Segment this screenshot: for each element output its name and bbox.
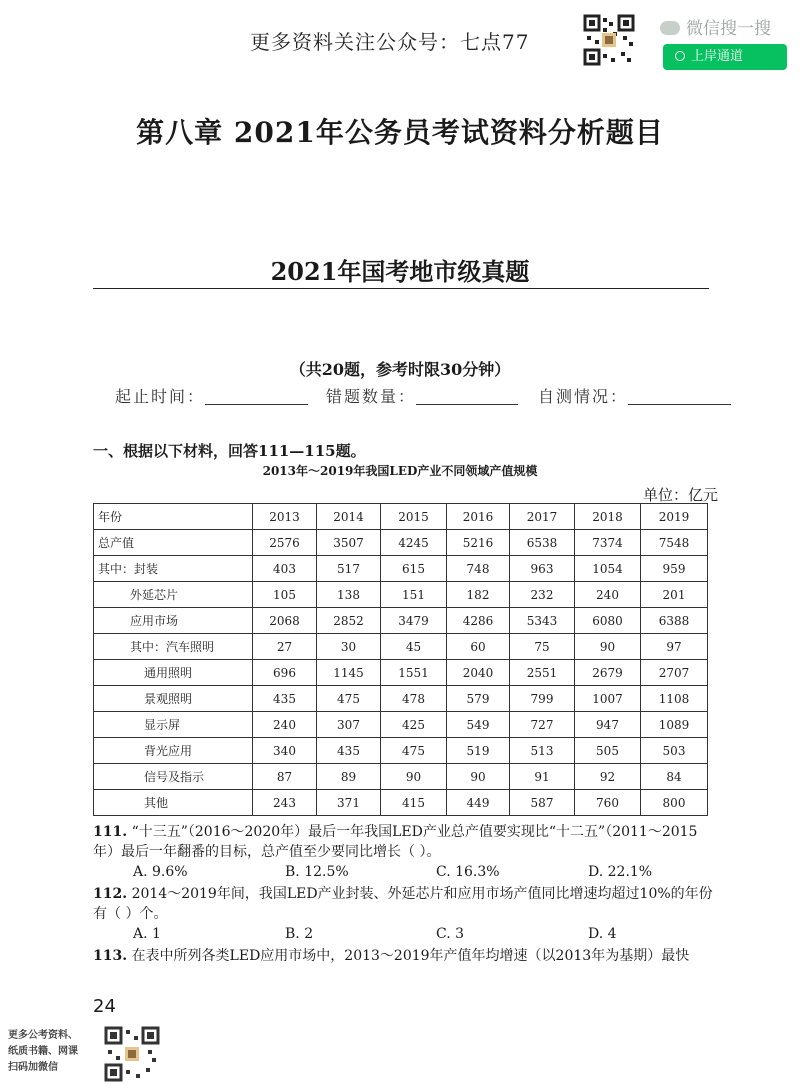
- table-cell: 449: [447, 790, 510, 816]
- header-cell-year: 2017: [510, 504, 575, 530]
- table-row: [94, 634, 708, 660]
- table-cell: 2707: [641, 660, 708, 686]
- table-cell: 75: [510, 634, 575, 660]
- table-cell: 90: [381, 764, 447, 790]
- table-cell: 513: [510, 738, 575, 764]
- chapter-title: 第八章 2021年公务员考试资料分析题目: [136, 116, 664, 149]
- row-label: 通用照明: [94, 660, 253, 686]
- table-cell: 1089: [641, 712, 708, 738]
- table-cell: 2679: [575, 660, 641, 686]
- table-cell: 505: [575, 738, 641, 764]
- table-cell: 243: [253, 790, 317, 816]
- row-label: 背光应用: [94, 738, 253, 764]
- row-label: 其他: [94, 790, 253, 816]
- table-cell: 6080: [575, 608, 641, 634]
- option-b[interactable]: B. 2: [285, 926, 314, 942]
- table-cell: 30: [317, 634, 381, 660]
- promo-line: 纸质书籍、网课: [8, 1046, 78, 1057]
- page-number: 24: [93, 996, 116, 1017]
- wrong-count-blank: [416, 390, 518, 405]
- qr-code-icon: [104, 1026, 160, 1082]
- start-time-blank: [205, 390, 308, 405]
- table-cell: 4245: [381, 530, 447, 556]
- table-cell: 1145: [317, 660, 381, 686]
- table-cell: 519: [447, 738, 510, 764]
- table-cell: 240: [575, 582, 641, 608]
- table-cell: 307: [317, 712, 381, 738]
- section-title: 2021年国考地市级真题: [270, 257, 530, 286]
- table-cell: 5216: [447, 530, 510, 556]
- start-time-label: 起止时间：: [115, 387, 206, 406]
- table-row: [94, 738, 708, 764]
- table-cell: 45: [381, 634, 447, 660]
- option-d[interactable]: D. 22.1%: [588, 864, 653, 880]
- row-label: 景观照明: [94, 686, 253, 712]
- wechat-brand-label: 微信搜一搜: [686, 19, 771, 39]
- table-cell: 7374: [575, 530, 641, 556]
- table-cell: 340: [253, 738, 317, 764]
- table-cell: 27: [253, 634, 317, 660]
- row-label: 其中：封装: [94, 556, 253, 582]
- table-cell: 549: [447, 712, 510, 738]
- question-112: [93, 884, 713, 924]
- material-intro: 一、根据以下材料，回答111—115题。: [93, 442, 366, 460]
- table-cell: 475: [317, 686, 381, 712]
- table-cell: 478: [381, 686, 447, 712]
- table-row: [94, 660, 708, 686]
- table-cell: 2068: [253, 608, 317, 634]
- table-cell: 151: [381, 582, 447, 608]
- header-cell-year: 2016: [447, 504, 510, 530]
- table-cell: 579: [447, 686, 510, 712]
- table-cell: 3479: [381, 608, 447, 634]
- table-cell: 90: [575, 634, 641, 660]
- table-cell: 1551: [381, 660, 447, 686]
- header-cell-year: 2015: [381, 504, 447, 530]
- table-cell: 6538: [510, 530, 575, 556]
- table-cell: 615: [381, 556, 447, 582]
- table-row: [94, 712, 708, 738]
- table-cell: 696: [253, 660, 317, 686]
- table-cell: 475: [381, 738, 447, 764]
- row-label: 其中：汽车照明: [94, 634, 253, 660]
- question-number: 113.: [93, 948, 128, 964]
- table-unit: 单位：亿元: [643, 486, 719, 504]
- table-row: [94, 790, 708, 816]
- table-cell: 2576: [253, 530, 317, 556]
- table-cell: 97: [641, 634, 708, 660]
- self-record-row: [115, 384, 731, 407]
- table-cell: 800: [641, 790, 708, 816]
- header-cell-year: 2014: [317, 504, 381, 530]
- table-title: 2013年～2019年我国LED产业不同领域产值规模: [262, 464, 538, 478]
- table-cell: 425: [381, 712, 447, 738]
- quiz-info: （共20题，参考时限30分钟）: [289, 360, 511, 379]
- row-label: 信号及指示: [94, 764, 253, 790]
- table-cell: 748: [447, 556, 510, 582]
- table-cell: 138: [317, 582, 381, 608]
- table-cell: 727: [510, 712, 575, 738]
- header-cell-year: 2018: [575, 504, 641, 530]
- table-cell: 2040: [447, 660, 510, 686]
- table-row: [94, 764, 708, 790]
- table-header-row: [94, 504, 708, 530]
- question-113: [93, 946, 713, 966]
- option-c[interactable]: C. 3: [436, 926, 465, 942]
- table-cell: 84: [641, 764, 708, 790]
- promo-banner-text: 更多资料关注公众号：七点77: [250, 30, 530, 54]
- table-cell: 6388: [641, 608, 708, 634]
- table-cell: 5343: [510, 608, 575, 634]
- table-cell: 201: [641, 582, 708, 608]
- option-a[interactable]: A. 9.6%: [133, 864, 188, 880]
- promo-line: 更多公考资料、: [8, 1030, 78, 1041]
- table-cell: 435: [253, 686, 317, 712]
- table-cell: 517: [317, 556, 381, 582]
- table-row: [94, 608, 708, 634]
- question-text: 在表中所列各类LED应用市场中，2013～2019年产值年均增速（以2013年为基期）最快: [131, 948, 690, 964]
- table-cell: 90: [447, 764, 510, 790]
- table-cell: 435: [317, 738, 381, 764]
- bottom-promo: [8, 1028, 78, 1076]
- table-cell: 1007: [575, 686, 641, 712]
- wechat-logo-icon: [660, 21, 680, 35]
- table-cell: 1054: [575, 556, 641, 582]
- question-number: 111.: [93, 824, 128, 840]
- header-cell-label: 年份: [94, 504, 253, 530]
- row-label: 外延芯片: [94, 582, 253, 608]
- question-text: “十三五”（2016～2020年）最后一年我国LED产业总产值要实现比“十二五”（2011～2015年）最后一年翻番的目标，总产值至少要同比增长（ ）。: [93, 824, 698, 860]
- table-row: [94, 686, 708, 712]
- table-cell: 963: [510, 556, 575, 582]
- wrong-count-label: 错题数量：: [326, 387, 417, 406]
- question-111: [93, 822, 713, 862]
- table-cell: 415: [381, 790, 447, 816]
- table-row: [94, 582, 708, 608]
- header-cell-year: 2019: [641, 504, 708, 530]
- table-cell: 959: [641, 556, 708, 582]
- table-cell: 105: [253, 582, 317, 608]
- table-cell: 503: [641, 738, 708, 764]
- option-a[interactable]: A. 1: [133, 926, 161, 942]
- table-cell: 2551: [510, 660, 575, 686]
- table-cell: 240: [253, 712, 317, 738]
- search-icon: [675, 51, 685, 61]
- table-cell: 371: [317, 790, 381, 816]
- qr-code-icon: [583, 14, 635, 66]
- wechat-search-button[interactable]: [663, 44, 787, 70]
- self-check-blank: [628, 390, 731, 405]
- table-cell: 1108: [641, 686, 708, 712]
- table-cell: 92: [575, 764, 641, 790]
- row-label: 应用市场: [94, 608, 253, 634]
- title-divider: [93, 288, 709, 289]
- row-label: 显示屏: [94, 712, 253, 738]
- table-cell: 232: [510, 582, 575, 608]
- table-cell: 87: [253, 764, 317, 790]
- table-cell: 760: [575, 790, 641, 816]
- option-d[interactable]: D. 4: [588, 926, 617, 942]
- table-cell: 403: [253, 556, 317, 582]
- table-cell: 60: [447, 634, 510, 660]
- question-number: 112.: [93, 886, 128, 902]
- option-b[interactable]: B. 12.5%: [285, 864, 349, 880]
- table-row: [94, 556, 708, 582]
- table-cell: 182: [447, 582, 510, 608]
- search-button-label: 上岸通道: [691, 49, 744, 64]
- row-label: 总产值: [94, 530, 253, 556]
- table-cell: 2852: [317, 608, 381, 634]
- header-cell-year: 2013: [253, 504, 317, 530]
- table-cell: 4286: [447, 608, 510, 634]
- table-row: [94, 530, 708, 556]
- led-output-table: [93, 503, 708, 816]
- wechat-search-brand: [660, 14, 771, 39]
- option-c[interactable]: C. 16.3%: [436, 864, 500, 880]
- promo-line: 扫码加微信: [8, 1062, 58, 1073]
- table-cell: 7548: [641, 530, 708, 556]
- table-cell: 799: [510, 686, 575, 712]
- table-cell: 3507: [317, 530, 381, 556]
- question-text: 2014～2019年间，我国LED产业封装、外延芯片和应用市场产值同比增速均超过10%的年份有（ ）个。: [93, 886, 713, 922]
- table-cell: 947: [575, 712, 641, 738]
- table-cell: 587: [510, 790, 575, 816]
- self-check-label: 自测情况：: [538, 387, 629, 406]
- table-cell: 89: [317, 764, 381, 790]
- table-cell: 91: [510, 764, 575, 790]
